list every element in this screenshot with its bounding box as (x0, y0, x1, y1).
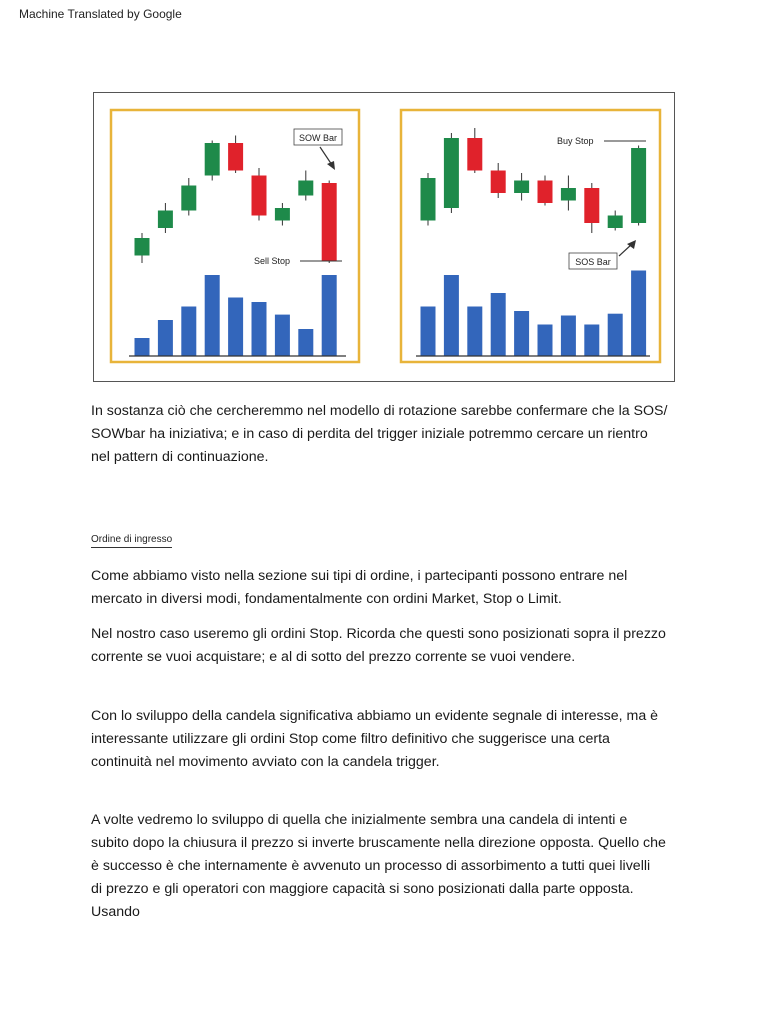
right-candle-body (538, 181, 553, 204)
right-volumes (421, 271, 647, 357)
right-volume-bar (608, 314, 623, 356)
sow-bar-label: SOW Bar (298, 133, 338, 143)
right-candle-body (561, 188, 576, 201)
right-candle-body (631, 148, 646, 223)
left-candle-body (158, 211, 173, 229)
left-volume-bar (135, 338, 150, 356)
right-volume-bar (514, 311, 529, 356)
paragraph-line: Nel nostro caso useremo gli ordini Stop. Ricorda che questi sono posizionati sopra il prezzo (91, 626, 666, 642)
right-volume-bar (421, 307, 436, 357)
paragraph-stop-orders (91, 623, 691, 669)
left-candle-body (205, 143, 220, 176)
paragraph-line: Usando (91, 904, 140, 920)
paragraph-rotation-model (91, 400, 691, 469)
right-candle-body (584, 188, 599, 223)
paragraph-line: A volte vedremo lo sviluppo di quella che inizialmente sembra una candela di intenti e (91, 812, 628, 828)
left-candle-body (298, 181, 313, 196)
paragraph-line: è successo è che internamente è avvenuto un processo di assorbimento a tutti quei livelli (91, 858, 651, 874)
right-candle-body (491, 171, 506, 194)
left-candle-body (228, 143, 243, 171)
paragraph-order-types (91, 565, 691, 611)
left-candles (135, 136, 337, 264)
paragraph-line: Come abbiamo visto nella sezione sui tipi di ordine, i partecipanti possono entrare nel (91, 568, 628, 584)
left-volume-bar (181, 307, 196, 357)
paragraph-line: continuità nel movimento avviato con la candela trigger. (91, 754, 440, 770)
paragraph-line: di prezzo e gli operatori con maggiore capacità si sono posizionati dalla parte opposta. (91, 881, 634, 897)
sell-stop-label: Sell Stop (254, 256, 291, 266)
paragraph-line: interessante utilizzare gli ordini Stop come filtro definitivo che suggerisce una certa (91, 731, 610, 747)
left-volume-bar (205, 275, 220, 356)
left-volume-bar (322, 275, 337, 356)
right-candle-body (608, 216, 623, 229)
right-volume-bar (444, 275, 459, 356)
right-volume-bar (584, 325, 599, 357)
left-volume-bar (228, 298, 243, 357)
right-volume-bar (561, 316, 576, 357)
left-volumes (135, 275, 337, 356)
left-candle-body (322, 183, 337, 261)
paragraph-absorption (91, 809, 691, 924)
right-volume-bar (538, 325, 553, 357)
left-candle-body (181, 186, 196, 211)
right-volume-bar (491, 293, 506, 356)
left-volume-bar (275, 315, 290, 356)
section-heading-entry-order: Ordine di ingresso (91, 534, 172, 548)
left-candle-body (135, 238, 150, 256)
paragraph-line: subito dopo la chiusura il prezzo si inverte bruscamente nella direzione opposta. Quello che (91, 835, 666, 851)
buy-stop-label: Buy Stop (557, 136, 594, 146)
right-candle-body (421, 178, 436, 221)
sow-arrow-head (327, 161, 335, 170)
paragraph-line: Con lo sviluppo della candela significativa abbiamo un evidente segnale di interesse, ma è (91, 708, 659, 724)
candlestick-figure (93, 92, 675, 382)
sow-arrow-line (320, 147, 332, 165)
machine-translated-notice: Machine Translated by Google (19, 7, 182, 21)
paragraph-line: nel pattern di continuazione. (91, 449, 269, 465)
paragraph-line: corrente se vuoi acquistare; e al di sotto del prezzo corrente se vuoi vendere. (91, 649, 576, 665)
left-candle-body (252, 176, 267, 216)
paragraph-line: SOWbar ha iniziativa; e in caso di perdita del trigger iniziale potremmo cercare un rientro (91, 426, 648, 442)
left-volume-bar (158, 320, 173, 356)
paragraph-significant-candle (91, 705, 691, 774)
candlestick-figure-svg (94, 93, 674, 381)
right-candle-body (514, 181, 529, 194)
right-candle-body (467, 138, 482, 171)
left-candle-body (275, 208, 290, 221)
paragraph-line: mercato in diversi modi, fondamentalmente con ordini Market, Stop o Limit. (91, 591, 562, 607)
right-candles (421, 128, 647, 233)
paragraph-line: In sostanza ciò che cercheremmo nel modello di rotazione sarebbe confermare che la SOS/ (91, 403, 668, 419)
sos-bar-label: SOS Bar (575, 257, 611, 267)
right-candle-body (444, 138, 459, 208)
right-volume-bar (467, 307, 482, 357)
left-volume-bar (298, 329, 313, 356)
left-volume-bar (252, 302, 267, 356)
right-volume-bar (631, 271, 646, 357)
